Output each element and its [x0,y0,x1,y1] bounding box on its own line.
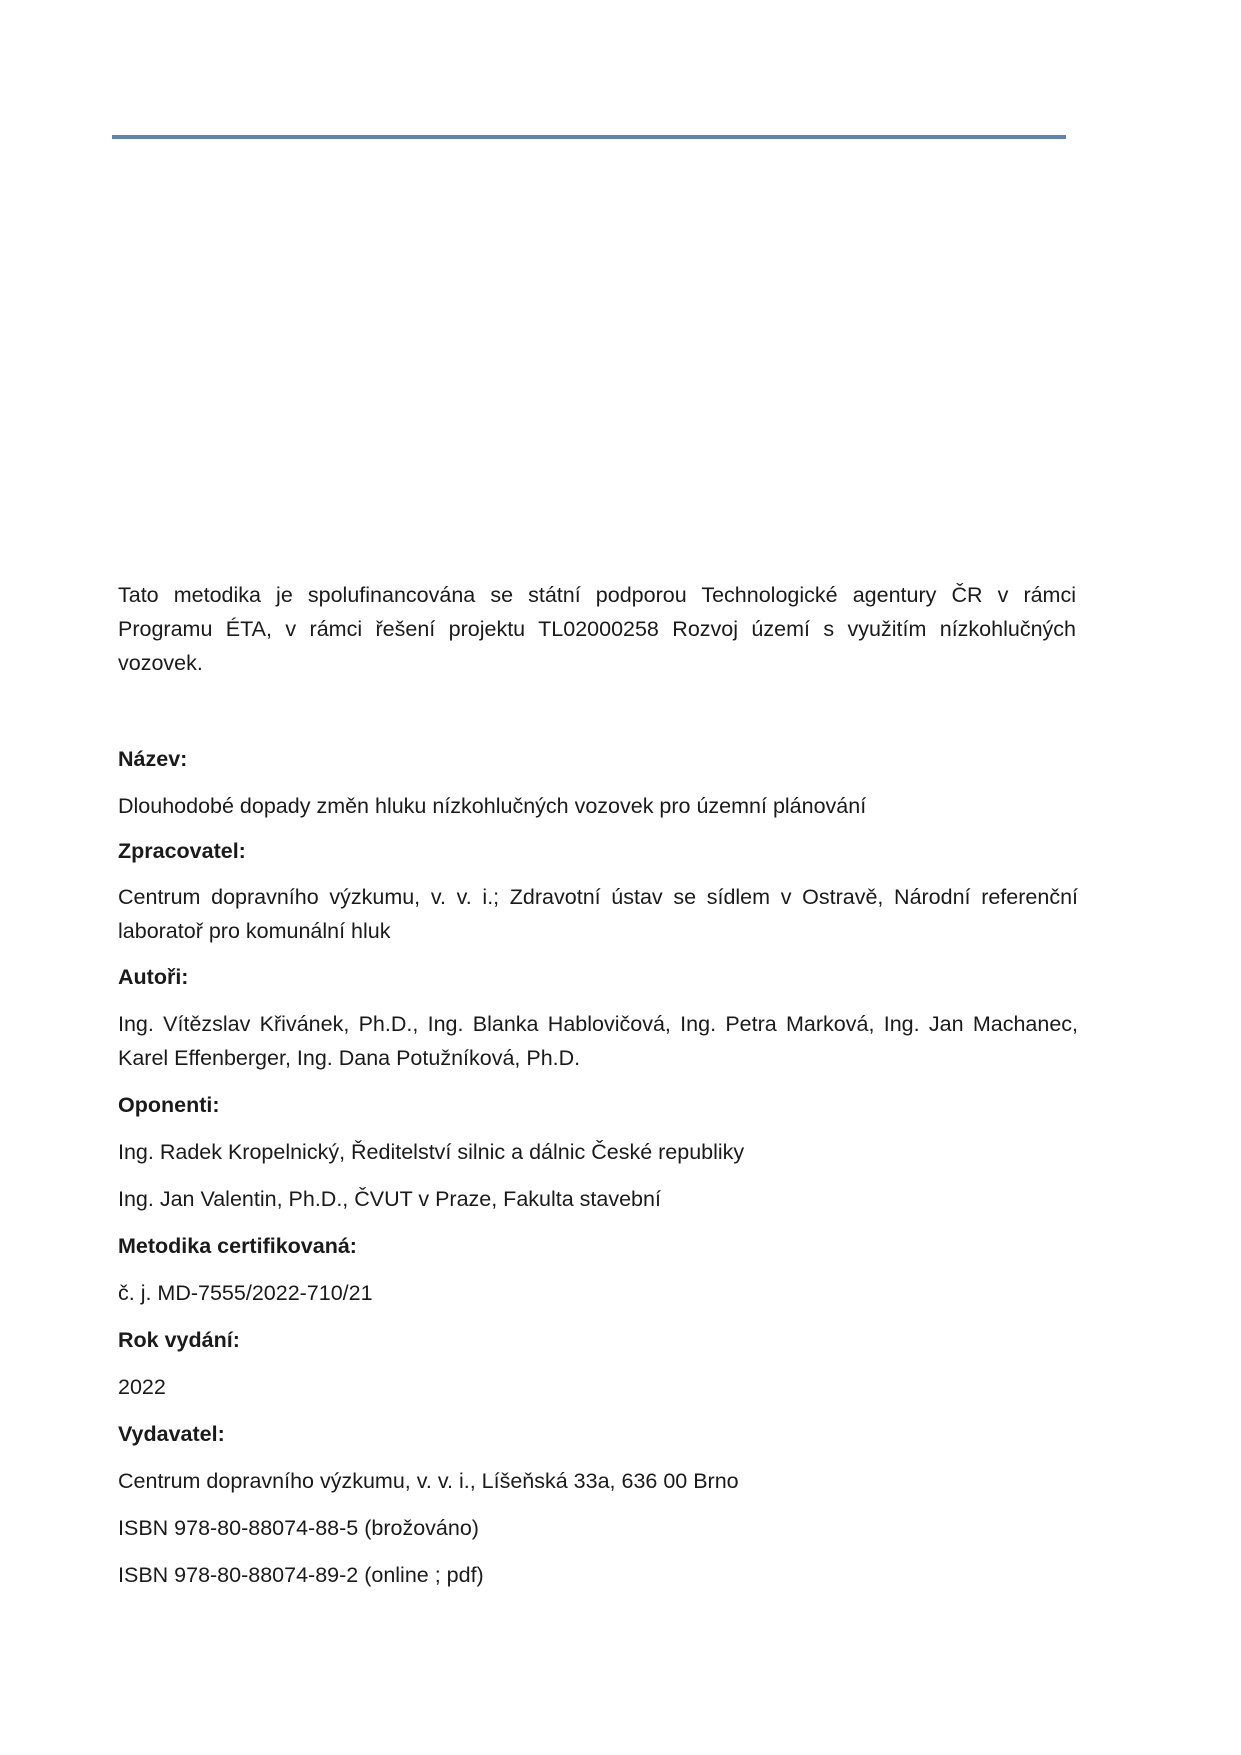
year-value: 2022 [118,1375,166,1399]
opponent-item: Ing. Radek Kropelnický, Ředitelství silnic a dálnic České republiky [118,1140,745,1164]
opponent-item: Ing. Jan Valentin, Ph.D., ČVUT v Praze, Fakulta stavební [118,1187,661,1211]
publisher-label: Vydavatel: [118,1422,225,1446]
authors-label: Autoři: [118,965,189,989]
authors-value: Ing. Vítězslav Křivánek, Ph.D., Ing. Blanka Hablovičová, Ing. Petra Marková, Ing. Jan Machanec, Karel Effenberger, Ing. Dana Potužníková, Ph.D. [118,1012,1078,1070]
year-label: Rok vydání: [118,1328,240,1352]
header-rule [112,135,1066,139]
opponents-label: Oponenti: [118,1093,220,1117]
title-value: Dlouhodobé dopady změn hluku nízkohlučných vozovek pro územní plánování [118,794,867,818]
isbn-online: ISBN 978-80-88074-89-2 (online ; pdf) [118,1563,484,1587]
publisher-value: Centrum dopravního výzkumu, v. v. i., Líšeňská 33a, 636 00 Brno [118,1469,739,1493]
certified-value: č. j. MD-7555/2022-710/21 [118,1281,373,1305]
isbn-print: ISBN 978-80-88074-88-5 (brožováno) [118,1516,479,1540]
funding-statement: Tato metodika je spolufinancována se státní podporou Technologické agentury ČR v rámci Programu ÉTA, v rámci řešení projektu TL02000258 Rozvoj území s využitím nízkohlučných vozovek. [118,583,1076,675]
processor-value: Centrum dopravního výzkumu, v. v. i.; Zdravotní ústav se sídlem v Ostravě, Národní referenční laboratoř pro komunální hluk [118,885,1078,943]
processor-label: Zpracovatel: [118,839,246,863]
certified-label: Metodika certifikovaná: [118,1234,357,1258]
title-label: Název: [118,747,188,771]
